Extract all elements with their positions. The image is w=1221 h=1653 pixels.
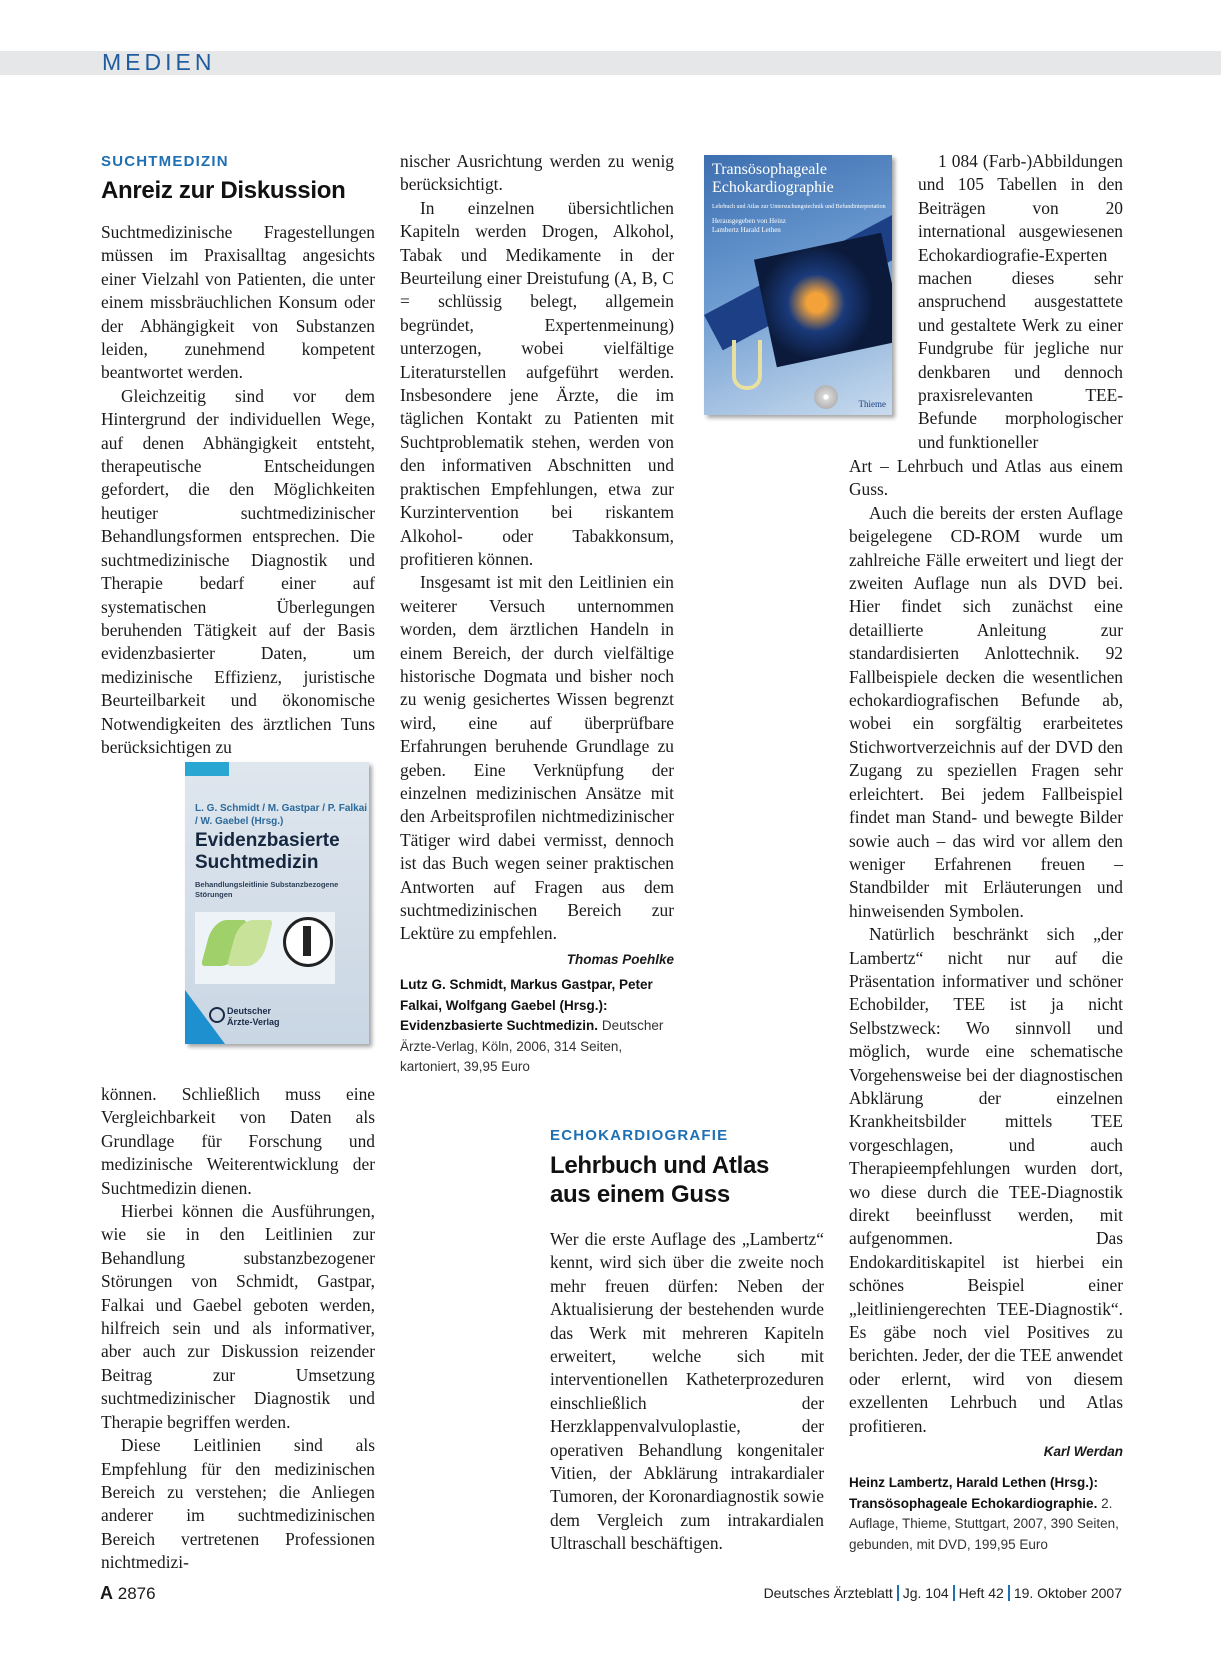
paragraph: Insgesamt ist mit den Leitlinien ein weiterer Versuch unternommen worden, dem ärztlichen Handeln in einem Bereich, der durch vielfältige historische Dogmata und bisher noch zu wenig gesichertes Wissen begrenzt wird, eine auf überprüfbare Erfahrungen beruhende Grundlage zu geben. Eine Verknüpfung der einzelnen medizinischen Ansätze mit den Arbeitsprofilen nichtmedizinischer Tätiger wird dabei vermisst, dennoch ist das Buch wegen seiner praktischen Antworten auf Fragen aus dem suchtmedizinischen Bereich zur Lektüre zu empfehlen. [400, 572, 674, 944]
cover-echo-image [754, 233, 892, 368]
journal-volume: Jg. 104 [902, 1585, 949, 1601]
separator [897, 1585, 899, 1601]
paragraph: Natürlich beschränkt sich „der Lambertz“ nicht nur auf die Präsentation informativer und schöner Echobilder, TEE ist ja nicht Selbstzweck: Wo sinnvoll und möglich, wurde eine schematische Vorgehensweise bei der diagnostischen Abklärung der einzelnen Krankheitsbilder mittels TEE vorgeschlagen, und auch Therapieempfehlungen wurden dort, wo diese durch die TEE-Diagnostik direkt beeinflusst werden, mit aufgenommen. Das Endokarditiskapitel ist hierbei ein schönes Beispiel einer „leitliniengerechten TEE-Diagnostik“. Es gäbe noch viel Positives zu berichten. Jeder, der die TEE anwendet oder erlernt, wird von diesem exzellenten Lehrbuch und Atlas profitieren. [849, 924, 1123, 1436]
cover-subtitle: Behandlungsleitlinie Substanzbezogene Störungen [195, 880, 339, 899]
article2-column4-top [918, 150, 1123, 454]
page-prefix: A [100, 1583, 113, 1603]
page-number [100, 1583, 156, 1604]
paragraph: nischer Ausrichtung werden zu wenig berücksichtigt. [400, 151, 674, 195]
paragraph: Auch die bereits der ersten Auflage beigelegene CD-ROM wurde um zahlreiche Fälle erweitert und liegt der zweiten Auflage nun als DVD bei. Hier findet sich zunächst eine detaillierte Anleitung zur standardisierten Anlottechnik. 92 Fallbeispiele decken die wesentlichen echokardiografischen Befunde ab, wobei ein sorgfältig erarbeitetes Stichwortverzeichnis auf der DVD den Zugang zu speziellen Fragen sehr erleichtert. Bei jedem Fallbeispiel findet man Stand- und bewegte Bilder sowie auch – das wird vor allem den weniger Erfahrenen freuen – Standbilder mit Erläuterungen und hinweisenden Symbolen. [849, 502, 1123, 921]
cover-title: Transösophageale Echokardiographie [712, 161, 834, 196]
article1-author: Thomas Poehlke [566, 951, 674, 967]
article1-kicker: SUCHTMEDIZIN [101, 153, 229, 170]
reference-details: 2. Auflage, Thieme, Stuttgart, 2007, 390 Seiten, gebunden, mit DVD, 199,95 Euro [849, 1495, 1119, 1552]
reference-title: Lutz G. Schmidt, Markus Gastpar, Peter Falkai, Wolfgang Gaebel (Hrsg.): Evidenzbasierte Suchtmedizin. [400, 977, 653, 1033]
article1-column1-top [101, 221, 375, 759]
paragraph: Hierbei können die Ausführungen, wie sie in den Leitlinien zur Behandlung substanzbezogener Störungen von Schmidt, Gastpar, Falkai und Gaebel geboten werden, hilfreich sein und als informativer, aber auch zur Diskussion reizender Beitrag zur Umsetzung suchtmedizinischer Diagnostik und Therapie begriffen werden. [101, 1201, 375, 1432]
reference-details: Deutscher Ärzte-Verlag, Köln, 2006, 314 Seiten, kartoniert, 39,95 Euro [400, 1018, 664, 1074]
cover-probe-icon [732, 340, 762, 390]
article2-author: Karl Werdan [1043, 1444, 1123, 1460]
article1-column2 [400, 150, 674, 971]
cover-authors: L. G. Schmidt / M. Gastpar / P. Falkai / W. Gaebel (Hrsg.) [195, 803, 368, 827]
article1-title: Anreiz zur Diskussion [101, 177, 346, 204]
journal-name: Deutsches Ärzteblatt [763, 1585, 893, 1601]
reference-title: Heinz Lambertz, Harald Lethen (Hrsg.): Transösophageale Echokardiographie. [849, 1475, 1099, 1511]
article1-column1-bottom [101, 1083, 375, 1575]
article1-reference [400, 975, 680, 1078]
cover-publisher: Deutscher Ärzte-Verlag [227, 1006, 280, 1027]
paragraph: Art – Lehrbuch und Atlas aus einem Guss. [849, 456, 1123, 500]
page-number-value: 2876 [117, 1584, 156, 1603]
article2-title: Lehrbuch und Atlas aus einem Guss [550, 1152, 770, 1208]
journal-date: 19. Oktober 2007 [1013, 1585, 1122, 1601]
cover-publisher: Thieme [858, 399, 886, 409]
article2-column4 [849, 455, 1123, 1463]
separator [1008, 1585, 1010, 1601]
journal-info [764, 1585, 1122, 1601]
publisher-logo-icon [209, 1007, 225, 1023]
paragraph: In einzelnen übersichtlichen Kapiteln werden Drogen, Alkohol, Tabak und Medikamente in der Beurteilung einer Dreistufung (A, B, C = schlüssig belegt, allgemein begründet, Expertenmeinung) unterzogen, wobei vielfältige Literaturstellen aufgeführt werden. Insbesondere jene Ärzte, die im täglichen Kontakt zu Patienten mit Suchtproblematik stehen, werden von den informativen Abschnitten und praktischen Empfehlungen, etwa zur Kurzintervention bei riskantem Alkohol- oder Tabakkonsum, profitieren können. [400, 197, 674, 569]
paragraph: Diese Leitlinien sind als Empfehlung für den medizinischen Bereich zu verstehen; die Anliegen anderer im suchtmedizinischen Bereich vertretenen Professionen nichtmedizi- [101, 1435, 375, 1573]
article2-kicker: ECHOKARDIOGRAFIE [550, 1127, 729, 1144]
cover-subtitle: Lehrbuch und Atlas zur Untersuchungstechnik und Befundinterpretation [712, 204, 886, 210]
cover-seal-icon [283, 917, 333, 967]
dvd-icon [814, 385, 838, 409]
journal-issue: Heft 42 [958, 1585, 1004, 1601]
book-cover-suchtmedizin [185, 762, 369, 1044]
book-cover-echokardiographie [704, 155, 892, 415]
paragraph: Gleichzeitig sind vor dem Hintergrund der individuellen Wege, auf denen Abhängigkeit entsteht, therapeutische Entscheidungen gefordert, die den Möglichkeiten heutiger suchtmedizinischer Behandlungsformen entsprechen. Die suchtmedizinische Diagnostik und Therapie bedarf einer auf systematischen Überlegungen beruhenden Tätigkeit auf der Basis evidenzbasierter Daten, um medizinische Effizienz, juristische Beurteilbarkeit und ökonomische Notwendigkeiten des ärztlichen Tuns berücksichtigen zu [101, 385, 375, 757]
article2-column3 [550, 1228, 824, 1556]
paragraph: können. Schließlich muss eine Vergleichbarkeit von Daten als Grundlage für Forschung und medizinische Weiterentwicklung der Suchtmedizin dienen. [101, 1084, 375, 1198]
section-label: MEDIEN [102, 49, 216, 75]
paragraph: 1 084 (Farb-)Abbildungen und 105 Tabellen in den Beiträgen von 20 international ausgewiesenen Echokardiografie-Experten machen dieses sehr anspruchend ausgestattete und gestaltete Werk zu einer Fundgrube für jegliche nur denkbaren und dennoch praxisrelevanten TEE-Befunde morphologischer und funktioneller [918, 151, 1123, 452]
paragraph: Wer die erste Auflage des „Lambertz“ kennt, wird sich über die zweite noch mehr freuen dürfen: Neben der Aktualisierung der bestehenden wurde das Werk mit mehreren Kapiteln erweitert, welche sich mit interventionellen Katheterprozeduren einschließlich der Herzklappenvalvuloplastie, der operativen Behandlung kongenitaler Vitien, der Abklärung intrakardialer Tumoren, der Koronardiagnostik sowie dem Vergleich zum intrakardialen Ultraschall beschäftigen. [550, 1229, 824, 1554]
article2-reference [849, 1473, 1129, 1555]
cover-tab [185, 762, 229, 776]
cover-editors: Herausgegeben von Heinz Lambertz Harald Lethen [712, 217, 786, 234]
paragraph: Suchtmedizinische Fragestellungen müssen im Praxisalltag angesichts einer Vielzahl von Patienten, die unter einem missbräuchlichen Konsum oder der Abhängigkeit von Substanzen leiden, zunehmend kompetent beantwortet werden. [101, 222, 375, 383]
cover-title: Evidenzbasierte Suchtmedizin [195, 830, 340, 873]
separator [953, 1585, 955, 1601]
